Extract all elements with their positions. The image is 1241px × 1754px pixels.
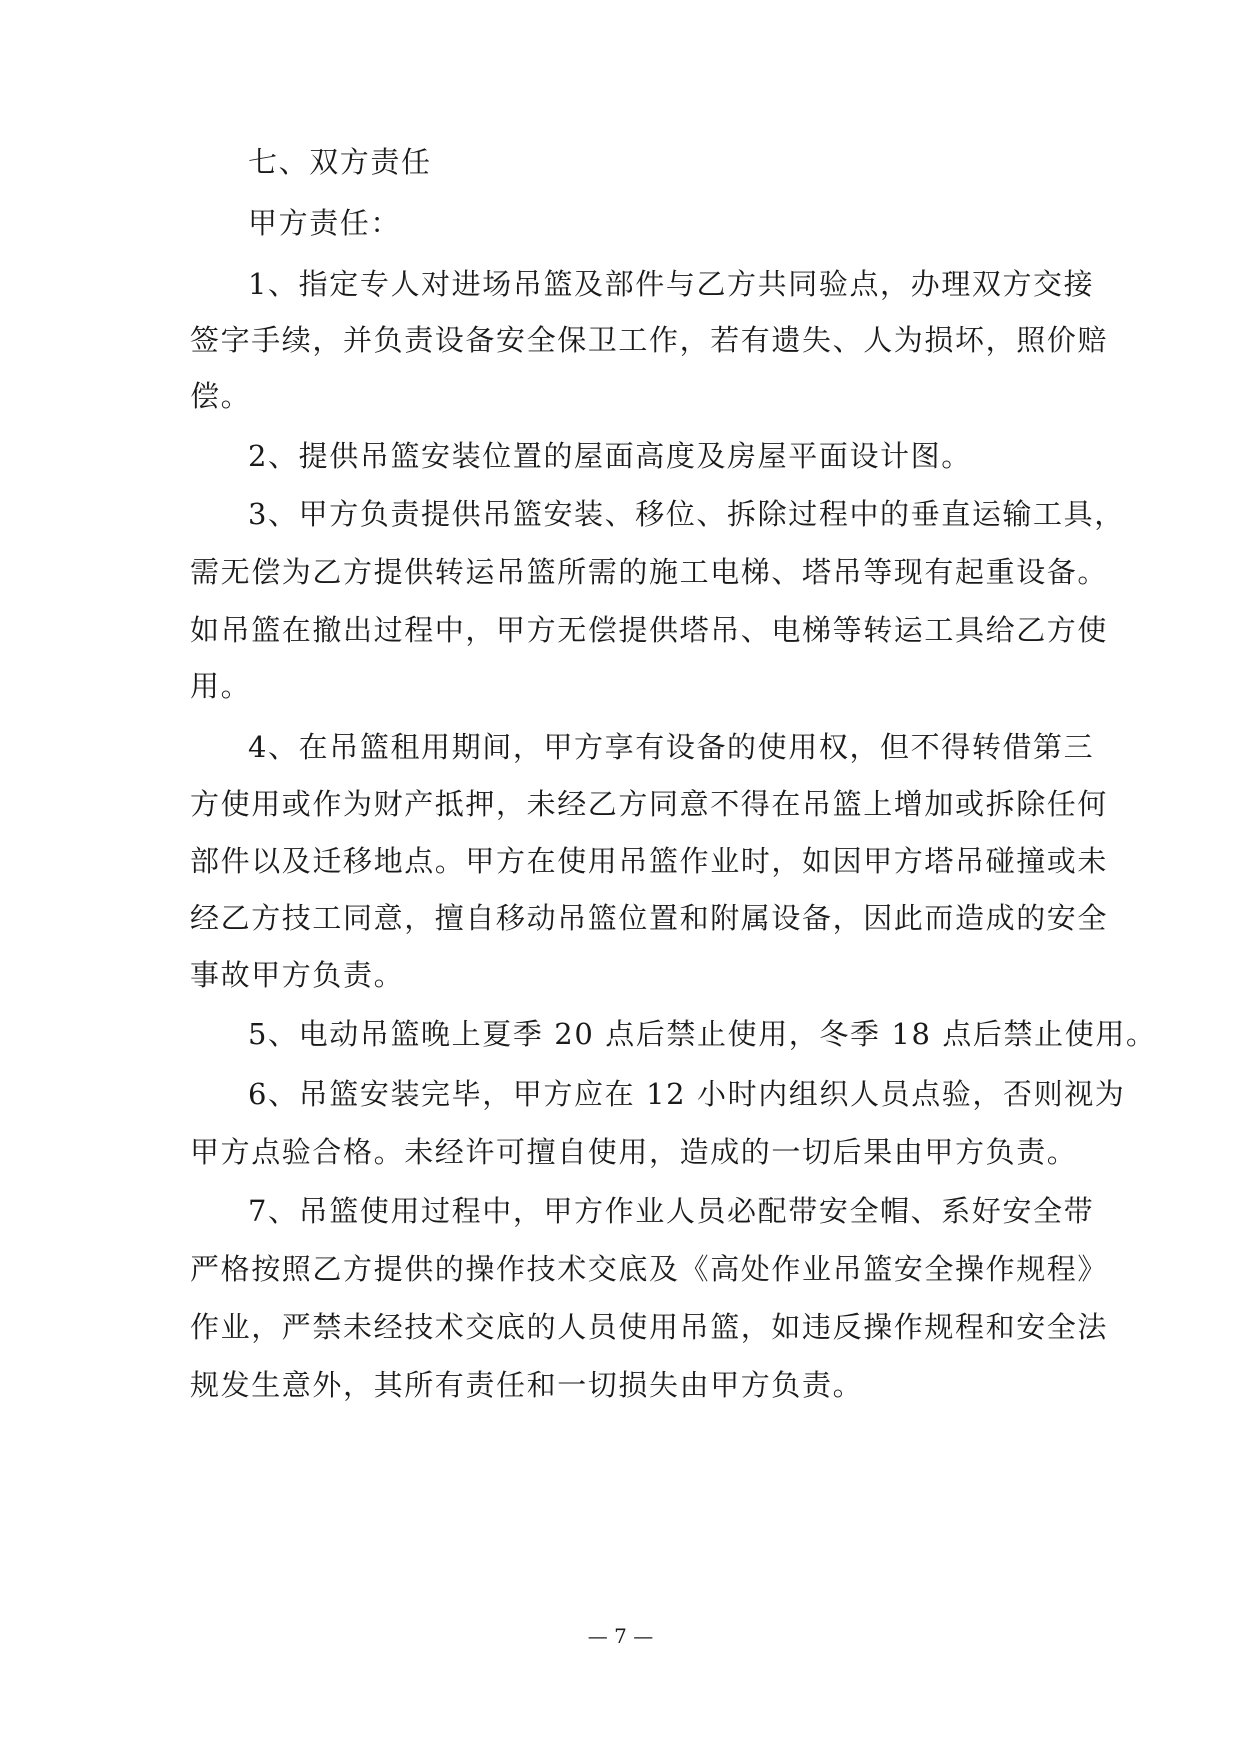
- paragraph-line: 5、电动吊篮晚上夏季 20 点后禁止使用，冬季 18 点后禁止使用。: [248, 1017, 1157, 1051]
- paragraph-line: 7、吊篮使用过程中，甲方作业人员必配带安全帽、系好安全带: [248, 1194, 1095, 1228]
- paragraph-line: 事故甲方负责。: [190, 958, 405, 992]
- paragraph-line: 需无偿为乙方提供转运吊篮所需的施工电梯、塔吊等现有起重设备。: [190, 555, 1109, 589]
- paragraph-line: 偿。: [190, 379, 252, 413]
- paragraph-line: 甲方点验合格。未经许可擅自使用，造成的一切后果由甲方负责。: [190, 1135, 1078, 1169]
- paragraph-line: 方使用或作为财产抵押，未经乙方同意不得在吊篮上增加或拆除任何: [190, 787, 1109, 821]
- paragraph-line: 3、甲方负责提供吊篮安装、移位、拆除过程中的垂直运输工具，: [248, 497, 1125, 531]
- paragraph-line: 1、指定专人对进场吊篮及部件与乙方共同验点，办理双方交接: [248, 267, 1095, 301]
- paragraph-line: 部件以及迁移地点。甲方在使用吊篮作业时，如因甲方塔吊碰撞或未: [190, 844, 1109, 878]
- paragraph-line: 严格按照乙方提供的操作技术交底及《高处作业吊篮安全操作规程》: [190, 1252, 1109, 1286]
- page-number: — 7 —: [587, 1624, 654, 1648]
- section-heading: 七、双方责任: [248, 145, 432, 179]
- paragraph-line: 签字手续，并负责设备安全保卫工作，若有遗失、人为损坏，照价赔: [190, 323, 1109, 357]
- paragraph-line: 经乙方技工同意，擅自移动吊篮位置和附属设备，因此而造成的安全: [190, 901, 1109, 935]
- paragraph-line: 作业，严禁未经技术交底的人员使用吊篮，如违反操作规程和安全法: [190, 1310, 1109, 1344]
- paragraph-line: 6、吊篮安装完毕，甲方应在 12 小时内组织人员点验，否则视为: [248, 1077, 1126, 1111]
- subheading-party-a-responsibilities: 甲方责任：: [248, 206, 402, 240]
- paragraph-line: 4、在吊篮租用期间，甲方享有设备的使用权，但不得转借第三: [248, 730, 1095, 764]
- paragraph-line: 规发生意外，其所有责任和一切损失由甲方负责。: [190, 1368, 864, 1402]
- paragraph-line: 用。: [190, 669, 252, 703]
- paragraph-line: 2、提供吊篮安装位置的屋面高度及房屋平面设计图。: [248, 439, 972, 473]
- paragraph-line: 如吊篮在撤出过程中，甲方无偿提供塔吊、电梯等转运工具给乙方使: [190, 613, 1109, 647]
